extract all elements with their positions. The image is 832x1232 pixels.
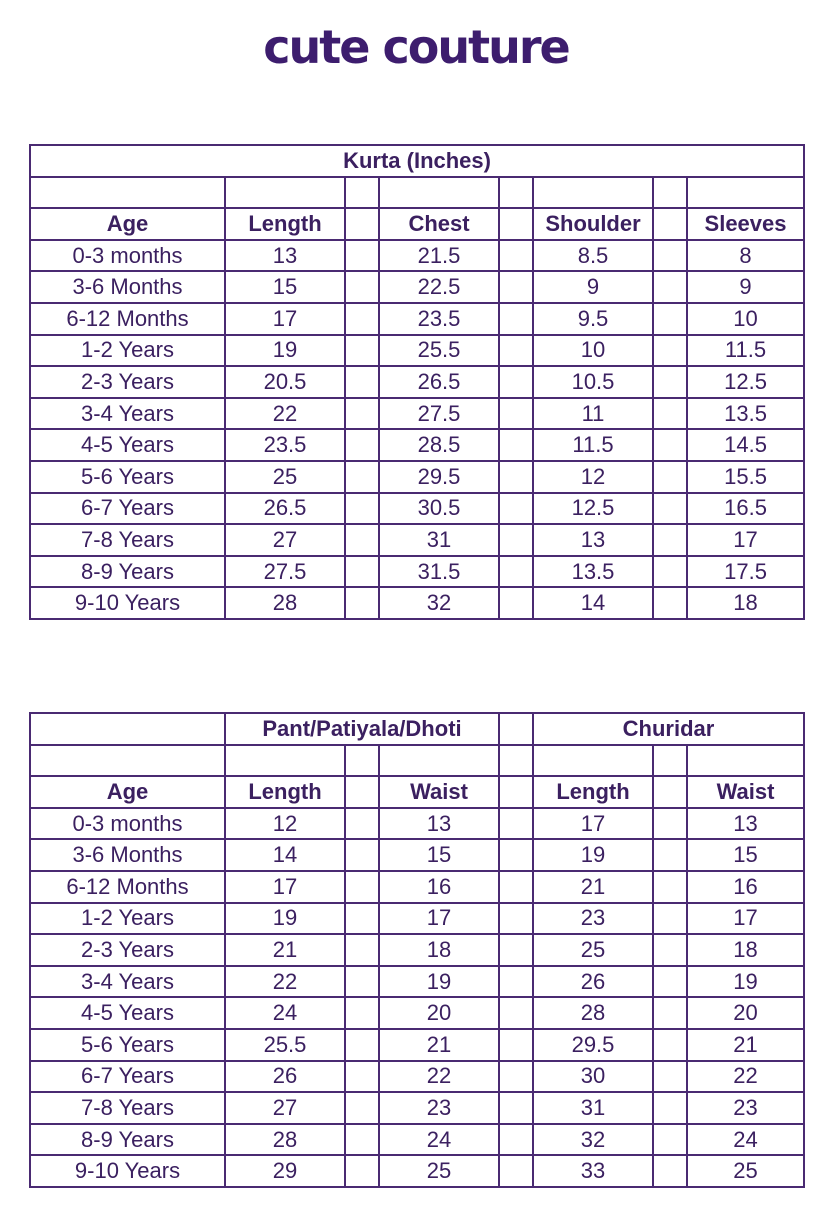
column-header: Waist	[687, 776, 804, 808]
spacer-cell	[345, 240, 379, 272]
spacer-cell	[345, 366, 379, 398]
value-cell: 26.5	[225, 493, 345, 525]
value-cell: 31	[379, 524, 499, 556]
age-cell: 7-8 Years	[30, 524, 225, 556]
age-cell: 6-12 Months	[30, 303, 225, 335]
pant-group-title: Pant/Patiyala/Dhoti	[225, 713, 499, 745]
spacer-cell	[499, 398, 533, 430]
value-cell: 14.5	[687, 429, 804, 461]
value-cell: 11	[533, 398, 653, 430]
spacer-cell	[345, 1092, 379, 1124]
value-cell: 9	[687, 271, 804, 303]
value-cell: 21	[379, 1029, 499, 1061]
column-header: Shoulder	[533, 208, 653, 240]
blank-cell	[30, 713, 225, 745]
value-cell: 32	[379, 587, 499, 619]
spacer-cell	[499, 208, 533, 240]
age-cell: 8-9 Years	[30, 556, 225, 588]
spacer-cell	[345, 839, 379, 871]
table-row	[30, 493, 804, 525]
column-header: Sleeves	[687, 208, 804, 240]
value-cell: 27	[225, 524, 345, 556]
age-cell: 3-4 Years	[30, 398, 225, 430]
spacer-cell	[499, 903, 533, 935]
spacer-cell	[653, 1029, 687, 1061]
value-cell: 10	[533, 335, 653, 367]
spacer-cell	[499, 1029, 533, 1061]
table-row	[30, 303, 804, 335]
table-row	[30, 934, 804, 966]
kurta-table-title: Kurta (Inches)	[30, 145, 804, 177]
value-cell: 12.5	[533, 493, 653, 525]
value-cell: 25	[379, 1155, 499, 1187]
age-cell: 6-12 Months	[30, 871, 225, 903]
spacer-cell	[499, 1124, 533, 1156]
spacer-cell	[653, 871, 687, 903]
value-cell: 25.5	[225, 1029, 345, 1061]
value-cell: 14	[533, 587, 653, 619]
spacer-cell	[653, 839, 687, 871]
value-cell: 13	[533, 524, 653, 556]
value-cell: 26.5	[379, 366, 499, 398]
spacer-cell	[345, 871, 379, 903]
spacer-cell	[345, 745, 379, 777]
spacer-cell	[499, 934, 533, 966]
value-cell: 23	[379, 1092, 499, 1124]
value-cell: 20	[687, 997, 804, 1029]
value-cell: 17	[687, 524, 804, 556]
value-cell: 11.5	[533, 429, 653, 461]
spacer-cell	[345, 1061, 379, 1093]
value-cell: 28.5	[379, 429, 499, 461]
value-cell: 15	[687, 839, 804, 871]
blank-cell	[533, 177, 653, 209]
table-row	[30, 903, 804, 935]
blank-cell	[533, 745, 653, 777]
column-header: Length	[225, 208, 345, 240]
table-row	[30, 335, 804, 367]
column-header: Waist	[379, 776, 499, 808]
value-cell: 30	[533, 1061, 653, 1093]
value-cell: 18	[687, 934, 804, 966]
value-cell: 15	[225, 271, 345, 303]
spacer-cell	[345, 966, 379, 998]
value-cell: 31	[533, 1092, 653, 1124]
spacer-cell	[499, 966, 533, 998]
age-cell: 3-6 Months	[30, 271, 225, 303]
value-cell: 22.5	[379, 271, 499, 303]
spacer-cell	[653, 587, 687, 619]
age-cell: 0-3 months	[30, 808, 225, 840]
age-cell: 9-10 Years	[30, 587, 225, 619]
table-row	[30, 1029, 804, 1061]
value-cell: 12	[225, 808, 345, 840]
value-cell: 15.5	[687, 461, 804, 493]
value-cell: 13	[225, 240, 345, 272]
spacer-cell	[499, 997, 533, 1029]
table-row	[30, 524, 804, 556]
spacer-cell	[499, 745, 533, 777]
spacer-cell	[499, 177, 533, 209]
value-cell: 31.5	[379, 556, 499, 588]
column-header: Length	[533, 776, 653, 808]
value-cell: 13	[379, 808, 499, 840]
table-row	[30, 461, 804, 493]
table-row	[30, 1092, 804, 1124]
value-cell: 17	[687, 903, 804, 935]
table-row	[30, 398, 804, 430]
age-cell: 2-3 Years	[30, 934, 225, 966]
spacer-cell	[345, 997, 379, 1029]
spacer-cell	[499, 808, 533, 840]
value-cell: 12.5	[687, 366, 804, 398]
table-row	[30, 871, 804, 903]
value-cell: 30.5	[379, 493, 499, 525]
value-cell: 9.5	[533, 303, 653, 335]
spacer-cell	[345, 177, 379, 209]
spacer-cell	[653, 208, 687, 240]
age-cell: 0-3 months	[30, 240, 225, 272]
age-cell: 1-2 Years	[30, 903, 225, 935]
spacer-cell	[499, 587, 533, 619]
column-header: Age	[30, 208, 225, 240]
spacer-cell	[499, 366, 533, 398]
blank-cell	[687, 177, 804, 209]
spacer-cell	[345, 776, 379, 808]
spacer-cell	[653, 903, 687, 935]
spacer-cell	[499, 271, 533, 303]
value-cell: 18	[379, 934, 499, 966]
value-cell: 16	[379, 871, 499, 903]
spacer-cell	[345, 587, 379, 619]
value-cell: 22	[687, 1061, 804, 1093]
kurta-size-table	[29, 144, 805, 620]
spacer-cell	[653, 745, 687, 777]
spacer-cell	[345, 493, 379, 525]
value-cell: 25.5	[379, 335, 499, 367]
spacer-cell	[499, 776, 533, 808]
value-cell: 21.5	[379, 240, 499, 272]
value-cell: 10	[687, 303, 804, 335]
spacer-cell	[345, 271, 379, 303]
table-row	[30, 1061, 804, 1093]
spacer-cell	[499, 1155, 533, 1187]
value-cell: 28	[225, 587, 345, 619]
value-cell: 22	[379, 1061, 499, 1093]
value-cell: 28	[225, 1124, 345, 1156]
value-cell: 27.5	[379, 398, 499, 430]
value-cell: 13.5	[533, 556, 653, 588]
value-cell: 23	[533, 903, 653, 935]
age-cell: 5-6 Years	[30, 1029, 225, 1061]
value-cell: 17	[225, 303, 345, 335]
table-row	[30, 366, 804, 398]
column-header: Length	[225, 776, 345, 808]
spacer-cell	[653, 997, 687, 1029]
age-cell: 5-6 Years	[30, 461, 225, 493]
value-cell: 21	[225, 934, 345, 966]
value-cell: 11.5	[687, 335, 804, 367]
kurta-header-row	[30, 208, 804, 240]
value-cell: 19	[225, 335, 345, 367]
value-cell: 19	[533, 839, 653, 871]
value-cell: 29.5	[533, 1029, 653, 1061]
value-cell: 24	[225, 997, 345, 1029]
spacer-cell	[653, 776, 687, 808]
spacer-cell	[345, 335, 379, 367]
spacer-cell	[653, 1155, 687, 1187]
value-cell: 17	[379, 903, 499, 935]
value-cell: 25	[533, 934, 653, 966]
value-cell: 19	[379, 966, 499, 998]
spacer-cell	[653, 524, 687, 556]
spacer-cell	[653, 177, 687, 209]
spacer-cell	[345, 556, 379, 588]
table-row	[30, 1124, 804, 1156]
value-cell: 17	[225, 871, 345, 903]
column-header: Chest	[379, 208, 499, 240]
value-cell: 26	[225, 1061, 345, 1093]
blank-cell	[225, 177, 345, 209]
table-row	[30, 429, 804, 461]
spacer-cell	[499, 1092, 533, 1124]
value-cell: 23	[687, 1092, 804, 1124]
blank-cell	[379, 177, 499, 209]
value-cell: 22	[225, 398, 345, 430]
age-cell: 4-5 Years	[30, 997, 225, 1029]
spacer-cell	[345, 429, 379, 461]
value-cell: 28	[533, 997, 653, 1029]
spacer-cell	[345, 208, 379, 240]
value-cell: 19	[687, 966, 804, 998]
spacer-cell	[345, 1155, 379, 1187]
value-cell: 26	[533, 966, 653, 998]
table-row	[30, 839, 804, 871]
spacer-cell	[653, 1061, 687, 1093]
age-cell: 3-4 Years	[30, 966, 225, 998]
table-row	[30, 966, 804, 998]
table-row	[30, 587, 804, 619]
value-cell: 16.5	[687, 493, 804, 525]
spacer-cell	[345, 903, 379, 935]
value-cell: 17.5	[687, 556, 804, 588]
value-cell: 24	[379, 1124, 499, 1156]
spacer-cell	[345, 808, 379, 840]
age-cell: 7-8 Years	[30, 1092, 225, 1124]
value-cell: 13	[687, 808, 804, 840]
value-cell: 8	[687, 240, 804, 272]
table-row	[30, 240, 804, 272]
table-row	[30, 1155, 804, 1187]
spacer-cell	[345, 934, 379, 966]
spacer-cell	[499, 524, 533, 556]
value-cell: 12	[533, 461, 653, 493]
spacer-cell	[499, 240, 533, 272]
value-cell: 32	[533, 1124, 653, 1156]
spacer-cell	[653, 429, 687, 461]
spacer-cell	[499, 556, 533, 588]
spacer-cell	[653, 1124, 687, 1156]
value-cell: 23.5	[225, 429, 345, 461]
spacer-cell	[653, 493, 687, 525]
value-cell: 29	[225, 1155, 345, 1187]
age-cell: 9-10 Years	[30, 1155, 225, 1187]
spacer-cell	[345, 303, 379, 335]
spacer-cell	[653, 398, 687, 430]
spacer-cell	[499, 493, 533, 525]
value-cell: 9	[533, 271, 653, 303]
column-header: Age	[30, 776, 225, 808]
spacer-cell	[653, 303, 687, 335]
value-cell: 10.5	[533, 366, 653, 398]
value-cell: 27.5	[225, 556, 345, 588]
value-cell: 20	[379, 997, 499, 1029]
table-row	[30, 271, 804, 303]
value-cell: 20.5	[225, 366, 345, 398]
spacer-cell	[499, 1061, 533, 1093]
spacer-cell	[653, 1092, 687, 1124]
spacer-cell	[653, 556, 687, 588]
spacer-cell	[653, 808, 687, 840]
blank-cell	[687, 745, 804, 777]
value-cell: 18	[687, 587, 804, 619]
age-cell: 6-7 Years	[30, 493, 225, 525]
blank-cell	[30, 745, 225, 777]
blank-cell	[379, 745, 499, 777]
spacer-cell	[653, 966, 687, 998]
spacer-cell	[499, 303, 533, 335]
value-cell: 27	[225, 1092, 345, 1124]
spacer-cell	[653, 335, 687, 367]
table-row	[30, 808, 804, 840]
spacer-cell	[499, 839, 533, 871]
value-cell: 25	[225, 461, 345, 493]
spacer-cell	[499, 461, 533, 493]
value-cell: 24	[687, 1124, 804, 1156]
bottoms-header-row	[30, 776, 804, 808]
age-cell: 6-7 Years	[30, 1061, 225, 1093]
age-cell: 2-3 Years	[30, 366, 225, 398]
spacer-cell	[653, 366, 687, 398]
spacer-cell	[653, 461, 687, 493]
spacer-cell	[653, 271, 687, 303]
value-cell: 33	[533, 1155, 653, 1187]
value-cell: 22	[225, 966, 345, 998]
spacer-cell	[345, 1029, 379, 1061]
spacer-cell	[345, 1124, 379, 1156]
spacer-cell	[499, 713, 533, 745]
spacer-cell	[499, 871, 533, 903]
table-row	[30, 556, 804, 588]
value-cell: 17	[533, 808, 653, 840]
value-cell: 15	[379, 839, 499, 871]
churidar-group-title: Churidar	[533, 713, 804, 745]
spacer-cell	[499, 335, 533, 367]
age-cell: 1-2 Years	[30, 335, 225, 367]
blank-cell	[225, 745, 345, 777]
spacer-cell	[345, 461, 379, 493]
spacer-cell	[345, 524, 379, 556]
spacer-cell	[345, 398, 379, 430]
brand-logo: cute couture	[263, 20, 569, 74]
value-cell: 23.5	[379, 303, 499, 335]
bottoms-size-table	[29, 712, 805, 1188]
age-cell: 8-9 Years	[30, 1124, 225, 1156]
age-cell: 3-6 Months	[30, 839, 225, 871]
value-cell: 8.5	[533, 240, 653, 272]
value-cell: 16	[687, 871, 804, 903]
spacer-cell	[499, 429, 533, 461]
value-cell: 21	[687, 1029, 804, 1061]
value-cell: 14	[225, 839, 345, 871]
table-row	[30, 997, 804, 1029]
value-cell: 19	[225, 903, 345, 935]
spacer-cell	[653, 240, 687, 272]
value-cell: 29.5	[379, 461, 499, 493]
spacer-cell	[653, 934, 687, 966]
blank-cell	[30, 177, 225, 209]
value-cell: 25	[687, 1155, 804, 1187]
age-cell: 4-5 Years	[30, 429, 225, 461]
value-cell: 21	[533, 871, 653, 903]
value-cell: 13.5	[687, 398, 804, 430]
